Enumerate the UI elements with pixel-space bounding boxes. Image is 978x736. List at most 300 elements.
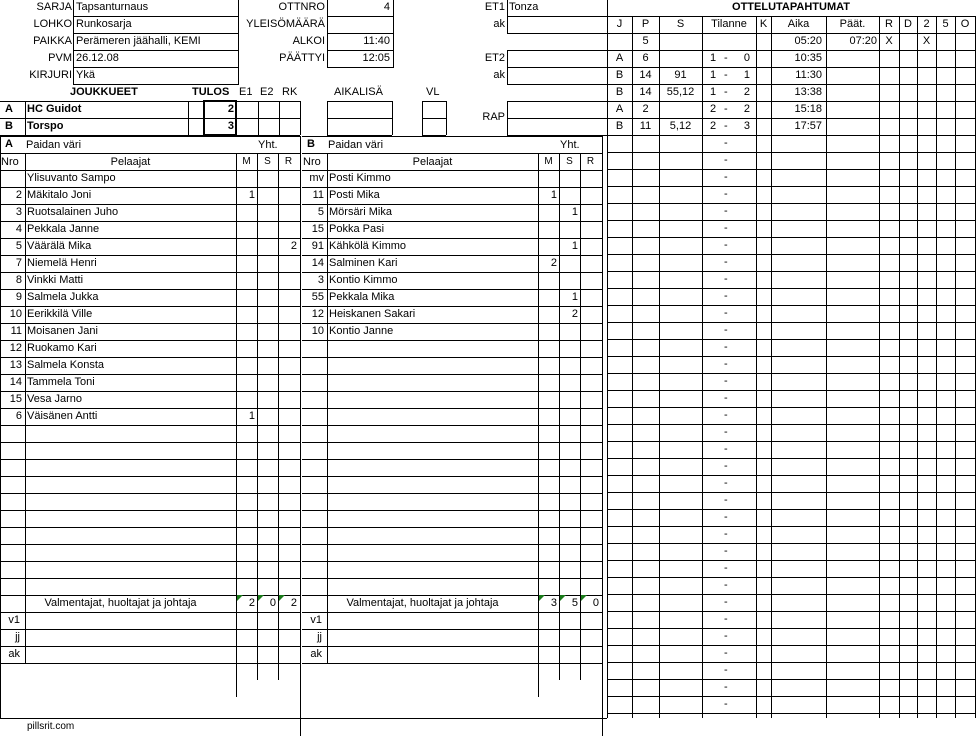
event-empty-dash: - <box>724 256 728 268</box>
total-penalties: 2 <box>290 597 297 609</box>
grid-line <box>302 153 602 154</box>
player-name: Kähkölä Kimmo <box>329 240 407 252</box>
event-empty-dash: - <box>724 681 728 693</box>
value-ottnro: 4 <box>383 1 390 13</box>
grid-line <box>975 16 976 718</box>
grid-line <box>607 509 975 510</box>
grid-line <box>392 101 393 135</box>
grid-line <box>302 408 602 409</box>
event-empty-dash: - <box>724 222 728 234</box>
grid-line <box>607 254 975 255</box>
grid-line <box>327 101 392 102</box>
grid-line <box>446 101 447 135</box>
grid-line <box>0 629 300 630</box>
team-side-A: A <box>5 103 13 115</box>
event-player: 14 <box>639 69 652 81</box>
event-score-dash: - <box>724 52 728 64</box>
event-empty-dash: - <box>724 307 728 319</box>
rk-label: RK <box>282 86 298 98</box>
events-header-tilanne: Tilanne <box>711 18 747 30</box>
events-header-d: D <box>904 18 912 30</box>
grid-line <box>607 356 975 357</box>
grid-line <box>0 544 300 545</box>
event-team: A <box>615 52 624 64</box>
player-number: 9 <box>15 291 22 303</box>
event-score-home: 1 <box>710 69 717 81</box>
label-lohko: LOHKO <box>33 18 72 30</box>
jj-label: jj <box>317 631 322 643</box>
grid-line <box>899 16 900 718</box>
event-time: 11:30 <box>795 69 822 81</box>
player-assists: 1 <box>571 291 578 303</box>
m-header: M <box>544 156 553 167</box>
event-empty-dash: - <box>724 154 728 166</box>
grid-line <box>607 339 975 340</box>
grid-line <box>756 16 757 718</box>
grid-line <box>73 33 238 34</box>
event-time: 17:57 <box>794 120 822 132</box>
team-name-B: Torspo <box>27 120 64 132</box>
ak-label: ak <box>310 648 322 660</box>
grid-line <box>507 67 607 68</box>
player-goals: 1 <box>248 410 255 422</box>
player-number: 3 <box>317 274 324 286</box>
event-score-dash: - <box>724 69 728 81</box>
grid-line <box>302 612 602 613</box>
event-empty-dash: - <box>724 528 728 540</box>
player-name: Pekkala Mika <box>329 291 395 303</box>
label-ak2: ak <box>493 69 505 81</box>
value-pvm: 26.12.08 <box>76 52 119 64</box>
player-name: Ruokamo Kari <box>27 342 97 354</box>
events-header-paat: Päät. <box>839 18 866 30</box>
event-empty-dash: - <box>724 562 728 574</box>
event-score-away: 1 <box>743 69 750 81</box>
event-empty-dash: - <box>724 137 728 149</box>
event-empty-dash: - <box>724 477 728 489</box>
pelaajat-header: Pelaajat <box>110 156 151 168</box>
event-empty-dash: - <box>724 460 728 472</box>
event-player: 5 <box>642 35 649 47</box>
event-empty-dash: - <box>724 358 728 370</box>
player-name: Moisanen Jani <box>27 325 98 337</box>
event-player: 2 <box>642 103 649 115</box>
grid-line <box>258 101 259 135</box>
value-lohko: Runkosarja <box>76 18 132 30</box>
events-header-r: R <box>885 18 893 30</box>
player-name: Väisänen Antti <box>27 410 98 422</box>
grid-line <box>507 84 607 85</box>
event-empty-dash: - <box>724 273 728 285</box>
event-empty-dash: - <box>724 392 728 404</box>
player-number: mv <box>309 172 324 184</box>
grid-line <box>607 407 975 408</box>
value-et1: Tonza <box>509 1 539 13</box>
grid-line <box>607 16 975 17</box>
player-number: 91 <box>311 240 324 252</box>
grid-line <box>302 391 602 392</box>
pelaajat-header: Pelaajat <box>412 156 453 168</box>
grid-line <box>826 16 827 718</box>
grid-line <box>607 186 975 187</box>
player-number: 3 <box>15 206 22 218</box>
grid-line <box>188 101 189 135</box>
team-score-A: 2 <box>227 103 234 115</box>
grid-line <box>607 679 975 680</box>
grid-line <box>607 441 975 442</box>
event-empty-dash: - <box>724 596 728 608</box>
grid-line <box>422 118 446 119</box>
r-header: R <box>284 156 293 167</box>
grid-line <box>607 458 975 459</box>
event-empty-dash: - <box>724 511 728 523</box>
grid-line <box>302 374 602 375</box>
grid-line <box>302 663 602 664</box>
grid-line <box>607 390 975 391</box>
event-score-home: 1 <box>710 52 717 64</box>
paidan-vari-label: Paidan väri <box>328 139 384 151</box>
grid-line <box>302 340 602 341</box>
grid-line <box>607 424 975 425</box>
grid-line <box>0 118 300 119</box>
grid-line <box>327 50 393 51</box>
event-empty-dash: - <box>724 239 728 251</box>
grid-line <box>0 459 300 460</box>
grid-line <box>607 169 975 170</box>
event-score-away: 0 <box>743 52 750 64</box>
s-header: S <box>566 156 573 167</box>
event-player: 14 <box>639 86 652 98</box>
grid-line <box>507 0 508 34</box>
event-empty-dash: - <box>724 494 728 506</box>
total-goals: 3 <box>550 597 557 609</box>
player-number: 14 <box>9 376 22 388</box>
aikalisa-label: AIKALISÄ <box>334 86 383 98</box>
grid-line <box>327 101 328 135</box>
label-pvm: PVM <box>48 52 72 64</box>
grid-line <box>302 527 602 528</box>
event-score-dash: - <box>724 103 728 115</box>
event-team: B <box>615 69 624 81</box>
player-name: Tammela Toni <box>27 376 95 388</box>
grid-line <box>0 476 300 477</box>
event-time: 05:20 <box>794 35 822 47</box>
event-empty-dash: - <box>724 188 728 200</box>
player-assists: 1 <box>571 206 578 218</box>
grid-line <box>302 544 602 545</box>
label-et1: ET1 <box>484 1 505 13</box>
grid-line <box>507 33 607 34</box>
label-et2: ET2 <box>484 52 505 64</box>
grid-line <box>607 713 975 714</box>
player-number: 5 <box>317 206 324 218</box>
player-number: 11 <box>312 189 324 201</box>
jj-label: jj <box>15 631 20 643</box>
grid-line <box>507 101 607 102</box>
label-rap: RAP <box>482 111 505 123</box>
grid-line <box>607 152 975 153</box>
s-header: S <box>264 156 271 167</box>
grid-line <box>607 611 975 612</box>
grid-line <box>936 16 937 718</box>
grid-line <box>0 425 300 426</box>
value-alkoi: 11:40 <box>363 35 390 47</box>
events-header-o: O <box>960 18 970 30</box>
tulos-label: TULOS <box>192 86 230 98</box>
player-name: Vinkki Matti <box>27 274 84 286</box>
player-name: Ylisuvanto Sampo <box>27 172 116 184</box>
player-name: Salminen Kari <box>329 257 398 269</box>
event-empty-dash: - <box>724 630 728 642</box>
event-score-home: 2 <box>710 120 717 132</box>
grid-line <box>327 153 328 663</box>
grid-line <box>0 578 300 579</box>
event-score-home: 2 <box>710 103 717 115</box>
grid-line <box>607 288 975 289</box>
player-name: Salmela Jukka <box>27 291 99 303</box>
player-number: 11 <box>10 325 22 337</box>
grid-line <box>538 153 539 697</box>
player-goals: 1 <box>248 189 255 201</box>
grid-line <box>279 101 280 135</box>
grid-line <box>602 136 603 736</box>
grid-line <box>327 33 393 34</box>
grid-line <box>0 510 300 511</box>
event-empty-dash: - <box>724 613 728 625</box>
grid-line <box>607 135 975 136</box>
label-sarja: SARJA <box>36 1 72 13</box>
grid-line <box>0 153 300 154</box>
player-name: Pekkala Janne <box>27 223 100 235</box>
grid-line <box>73 50 238 51</box>
grid-line <box>0 101 300 102</box>
player-number: 55 <box>311 291 324 303</box>
event-team: B <box>615 86 624 98</box>
grid-line <box>302 561 602 562</box>
grid-line <box>0 646 300 647</box>
e2-label: E2 <box>260 86 274 98</box>
event-player: 11 <box>639 120 652 132</box>
grid-line <box>607 203 975 204</box>
grid-line <box>607 594 975 595</box>
grid-line <box>0 718 607 719</box>
yht-label: Yht. <box>560 139 580 151</box>
grid-line <box>327 67 393 68</box>
side-A: A <box>5 138 13 150</box>
tick-mark <box>560 595 566 601</box>
grid-line <box>955 16 956 718</box>
player-number: 6 <box>15 410 22 422</box>
grid-line <box>25 153 26 663</box>
player-number: 12 <box>9 342 22 354</box>
grid-line <box>607 560 975 561</box>
grid-line <box>607 696 975 697</box>
event-empty-dash: - <box>724 409 728 421</box>
grid-line <box>607 322 975 323</box>
events-header-s: S <box>676 18 685 30</box>
grid-line <box>302 510 602 511</box>
grid-line <box>607 526 975 527</box>
value-paikka: Perämeren jäähalli, KEMI <box>76 35 201 47</box>
event-time: 13:38 <box>794 86 822 98</box>
event-score-away: 3 <box>743 120 750 132</box>
grid-line <box>607 645 975 646</box>
grid-line <box>302 136 602 137</box>
player-name: Pokka Pasi <box>329 223 385 235</box>
value-paattyi: 12:05 <box>362 52 390 64</box>
grid-line <box>0 561 300 562</box>
grid-line <box>607 475 975 476</box>
grid-line <box>302 442 602 443</box>
grid-line <box>73 67 238 68</box>
grid-line <box>0 136 1 718</box>
label-yleisomaara: YLEISÖMÄÄRÄ <box>246 18 325 30</box>
paidan-vari-label: Paidan väri <box>26 139 82 151</box>
event-empty-dash: - <box>724 579 728 591</box>
grid-line <box>0 442 300 443</box>
joukkueet-label: JOUKKUEET <box>70 86 138 98</box>
event-assist: 91 <box>674 69 687 81</box>
grid-line <box>302 357 602 358</box>
player-name: Salmela Konsta <box>27 359 105 371</box>
grid-line <box>0 493 300 494</box>
event-empty-dash: - <box>724 664 728 676</box>
total-goals: 2 <box>248 597 255 609</box>
player-assists: 1 <box>571 240 578 252</box>
grid-line <box>607 305 975 306</box>
player-number: 2 <box>15 189 22 201</box>
player-number: 12 <box>311 308 324 320</box>
team-side-B: B <box>5 120 13 132</box>
player-name: Kontio Janne <box>329 325 394 337</box>
score-box <box>203 100 237 136</box>
player-name: Posti Mika <box>329 189 380 201</box>
event-time: 15:18 <box>794 103 822 115</box>
grid-line <box>0 527 300 528</box>
event-score-home: 1 <box>710 86 717 98</box>
player-assists: 2 <box>571 308 578 320</box>
team-name-A: HC Guidot <box>27 103 82 115</box>
grid-line <box>607 492 975 493</box>
player-name: Mörsäri Mika <box>329 206 392 218</box>
player-number: 4 <box>15 223 22 235</box>
event-time: 10:35 <box>794 52 822 64</box>
player-name: Ruotsalainen Juho <box>27 206 119 218</box>
player-name: Niemelä Henri <box>27 257 97 269</box>
grid-line <box>607 543 975 544</box>
grid-line <box>302 459 602 460</box>
grid-line <box>917 16 918 718</box>
grid-line <box>702 16 703 718</box>
event-score-dash: - <box>724 86 728 98</box>
event-empty-dash: - <box>724 647 728 659</box>
grid-line <box>0 612 300 613</box>
footer-credit: pillsrit.com <box>27 721 75 732</box>
grid-line <box>607 220 975 221</box>
event-empty-dash: - <box>724 171 728 183</box>
grid-line <box>0 663 300 664</box>
grid-line <box>302 493 602 494</box>
grid-line <box>302 646 602 647</box>
event-empty-dash: - <box>724 443 728 455</box>
label-paattyi: PÄÄTTYI <box>279 52 325 64</box>
grid-line <box>327 0 328 68</box>
events-header-k: K <box>759 18 768 30</box>
player-name: Mäkitalo Joni <box>27 189 92 201</box>
grid-line <box>607 237 975 238</box>
grid-line <box>507 16 607 17</box>
grid-line <box>507 118 607 119</box>
valmentajat-label: Valmentajat, huoltajat ja johtaja <box>346 597 499 609</box>
event-team: B <box>615 120 624 132</box>
player-number: 15 <box>311 223 324 235</box>
player-goals: 2 <box>550 257 557 269</box>
events-header-c5: 5 <box>942 18 949 30</box>
player-name: Vesa Jarno <box>27 393 83 405</box>
player-name: Heiskanen Sakari <box>329 308 416 320</box>
grid-line <box>300 101 301 135</box>
label-kirjuri: KIRJURI <box>29 69 72 81</box>
grid-line <box>507 50 607 51</box>
grid-line <box>302 578 602 579</box>
player-number: 5 <box>15 240 22 252</box>
grid-line <box>300 136 301 736</box>
player-number: 8 <box>15 274 22 286</box>
events-header-aika: Aika <box>787 18 810 30</box>
event-player: 6 <box>642 52 649 64</box>
grid-line <box>393 0 394 68</box>
team-score-B: 3 <box>227 120 234 132</box>
events-title: OTTELUTAPAHTUMAT <box>732 1 850 13</box>
event-assist: 5,12 <box>669 120 692 132</box>
grid-line <box>302 629 602 630</box>
grid-line <box>238 0 239 85</box>
event-empty-dash: - <box>724 698 728 710</box>
grid-line <box>73 16 238 17</box>
event-empty-dash: - <box>724 426 728 438</box>
yht-label: Yht. <box>258 139 278 151</box>
player-number: 15 <box>9 393 22 405</box>
event-team: A <box>615 103 624 115</box>
player-number: 10 <box>311 325 324 337</box>
grid-line <box>327 118 392 119</box>
e1-label: E1 <box>239 86 253 98</box>
grid-line <box>607 271 975 272</box>
event-assist: 55,12 <box>666 86 695 98</box>
grid-line <box>607 628 975 629</box>
event-empty-dash: - <box>724 375 728 387</box>
event-end: 07:20 <box>849 35 877 47</box>
grid-line <box>879 16 880 718</box>
player-goals: 1 <box>550 189 557 201</box>
label-paikka: PAIKKA <box>33 35 72 47</box>
grid-line <box>422 101 423 135</box>
event-score-dash: - <box>724 120 728 132</box>
grid-line <box>422 101 446 102</box>
player-name: Väärälä Mika <box>27 240 92 252</box>
grid-line <box>607 662 975 663</box>
player-number: 7 <box>15 257 22 269</box>
v1-label: v1 <box>8 614 20 626</box>
grid-line <box>607 577 975 578</box>
grid-line <box>302 425 602 426</box>
r-header: R <box>586 156 595 167</box>
total-assists: 5 <box>571 597 578 609</box>
grid-line <box>25 101 26 135</box>
event-empty-dash: - <box>724 324 728 336</box>
grid-line <box>236 153 237 697</box>
player-penalties: 2 <box>290 240 297 252</box>
